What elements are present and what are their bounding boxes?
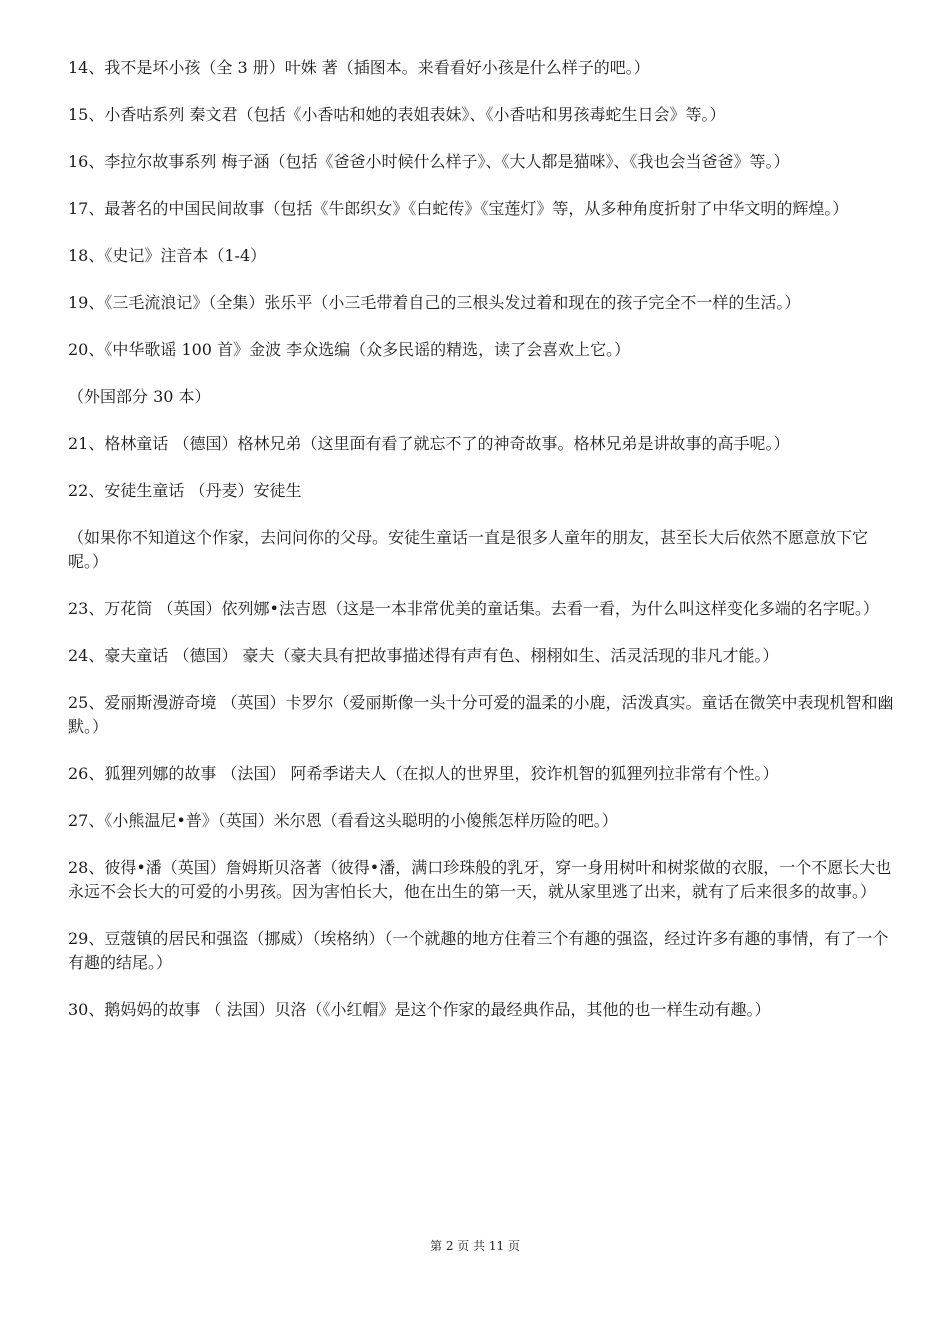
list-item-16: 16、李拉尔故事系列 梅子涵（包括《爸爸小时候什么样子》、《大人都是猫咪》、《我也会当爸爸》等。）: [68, 152, 790, 171]
list-item-28: 28、彼得•潘（英国）詹姆斯贝洛著（彼得•潘，满口珍珠般的乳牙，穿一身用树叶和树浆做的衣服，一个不愿长大也永远不会长大的可爱的小男孩。因为害怕长大，他在出生的第一天，就从家里逃了出来，就有了后来很多的故事。）: [68, 858, 892, 901]
list-item-21: 21、格林童话 （德国）格林兄弟（这里面有看了就忘不了的神奇故事。格林兄弟是讲故事的高手呢。）: [68, 434, 790, 453]
page-number-footer: 第 2 页 共 11 页: [430, 1239, 520, 1253]
list-item-20: 20、《中华歌谣 100 首》金波 李众选编（众多民谣的精选，读了会喜欢上它。）: [68, 340, 631, 359]
list-item-17: 17、最著名的中国民间故事（包括《牛郎织女》《白蛇传》《宝莲灯》等，从多种角度折射了中华文明的辉煌。）: [68, 199, 849, 218]
list-item-26: 26、狐狸列娜的故事 （法国） 阿希季诺夫人（在拟人的世界里，狡诈机智的狐狸列拉非常有个性。）: [68, 764, 779, 783]
list-item-30: 30、鹅妈妈的故事 （ 法国）贝洛（《小红帽》是这个作家的最经典作品，其他的也一样生动有趣。）: [68, 1000, 771, 1019]
list-item-25: 25、爱丽斯漫游奇境 （英国）卡罗尔（爱丽斯像一头十分可爱的温柔的小鹿，活泼真实。童话在微笑中表现机智和幽默。）: [68, 693, 894, 736]
list-item-15: 15、小香咕系列 秦文君（包括《小香咕和她的表姐表妹》、《小香咕和男孩毒蛇生日会》等。）: [68, 105, 726, 124]
section-heading-foreign: （外国部分 30 本）: [68, 387, 211, 406]
list-item-29: 29、豆蔻镇的居民和强盗（挪威）（埃格纳）（一个就趣的地方住着三个有趣的强盗，经过许多有趣的事情，有了一个有趣的结尾。）: [68, 929, 889, 972]
list-item-22-note: （如果你不知道这个作家，去问问你的父母。安徒生童话一直是很多人童年的朋友，甚至长大后依然不愿意放下它呢。）: [68, 528, 869, 571]
book-list: [68, 56, 900, 1022]
list-item-23: 23、万花筒 （英国）依列娜•法吉恩（这是一本非常优美的童话集。去看一看，为什么叫这样变化多端的名字呢。）: [68, 599, 879, 618]
list-item-22: 22、安徒生童话 （丹麦）安徒生: [68, 481, 302, 500]
list-item-24: 24、豪夫童话 （德国） 豪夫（豪夫具有把故事描述得有声有色、栩栩如生、活灵活现的非凡才能。）: [68, 646, 779, 665]
list-item-14: 14、我不是坏小孩（全 3 册）叶姝 著（插图本。来看看好小孩是什么样子的吧。）: [68, 58, 650, 77]
list-item-19: 19、《三毛流浪记》（全集）张乐平（小三毛带着自己的三根头发过着和现在的孩子完全不一样的生活。）: [68, 293, 801, 312]
list-item-27: 27、《小熊温尼•普》（英国）米尔恩（看看这头聪明的小傻熊怎样历险的吧。）: [68, 811, 618, 830]
list-item-18: 18、《史记》注音本（1-4）: [68, 246, 267, 265]
